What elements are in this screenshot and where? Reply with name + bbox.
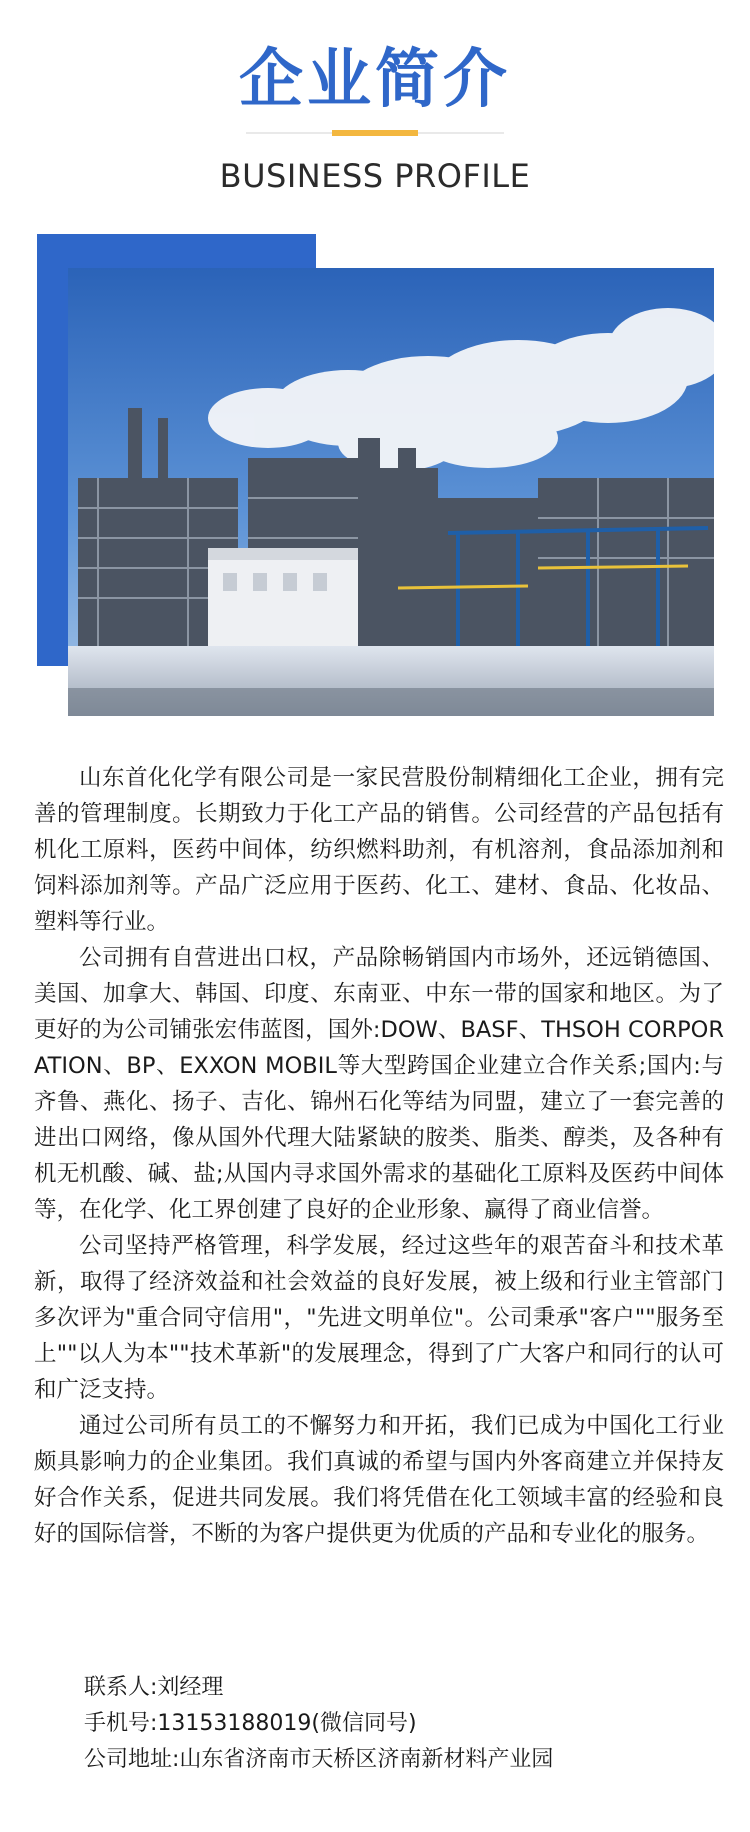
contact-address: 公司地址:山东省济南市天桥区济南新材料产业园 <box>84 1747 554 1772</box>
contact-info <box>84 1670 553 1778</box>
contact-person: 联系人:刘经理 <box>84 1675 224 1700</box>
management-paragraph: 公司坚持严格管理，科学发展，经过这些年的艰苦奋斗和技术革新，取得了经济效益和社会效益的良好发展，被上级和行业主管部门多次评为"重合同守信用"，"先进文明单位"。公司秉承"客户""服务至上""以人为本""技术革新"的发展理念，得到了广大客户和同行的认可和广泛支持。 <box>34 1233 724 1403</box>
closing-paragraph: 通过公司所有员工的不懈努力和开拓，我们已成为中国化工行业颇具影响力的企业集团。我们真诚的希望与国内外客商建立并保持友好合作关系，促进共同发展。我们将凭借在化工领域丰富的经验和良好的国际信誉，不断的为客户提供更为优质的产品和专业化的服务。 <box>34 1413 724 1547</box>
contact-phone: 手机号:13153188019(微信同号) <box>84 1711 417 1736</box>
page-subtitle: BUSINESS PROFILE <box>219 157 531 195</box>
intro-paragraph: 山东首化化学有限公司是一家民营股份制精细化工企业，拥有完善的管理制度。长期致力于化工产品的销售。公司经营的产品包括有机化工原料，医药中间体，纺织燃料助剂，有机溶剂，食品添加剂和饲料添加剂等。产品广泛应用于医药、化工、建材、食品、化妆品、塑料等行业。 <box>34 765 724 935</box>
page-title: 企业简介 <box>239 43 511 117</box>
company-description <box>34 760 724 1552</box>
trade-paragraph: 公司拥有自营进出口权，产品除畅销国内市场外，还远销德国、美国、加拿大、韩国、印度、东南亚、中东一带的国家和地区。为了更好的为公司铺张宏伟蓝图，国外:DOW、BASF、THSOH CORPORATION、BP、EXXON MOBIL等大型跨国企业建立合作关系;国内:与齐鲁、燕化、扬子、吉化、锦州石化等结为同盟，建立了一套完善的进出口网络，像从国外代理大陆紧缺的胺类、脂类、醇类，及各种有机无机酸、碱、盐;从国内寻求国外需求的基础化工原料及医药中间体等，在化学、化工界创建了良好的企业形象、赢得了商业信誉。 <box>34 945 724 1223</box>
chemical-plant-photo <box>68 268 714 716</box>
title-divider-accent <box>332 130 418 136</box>
